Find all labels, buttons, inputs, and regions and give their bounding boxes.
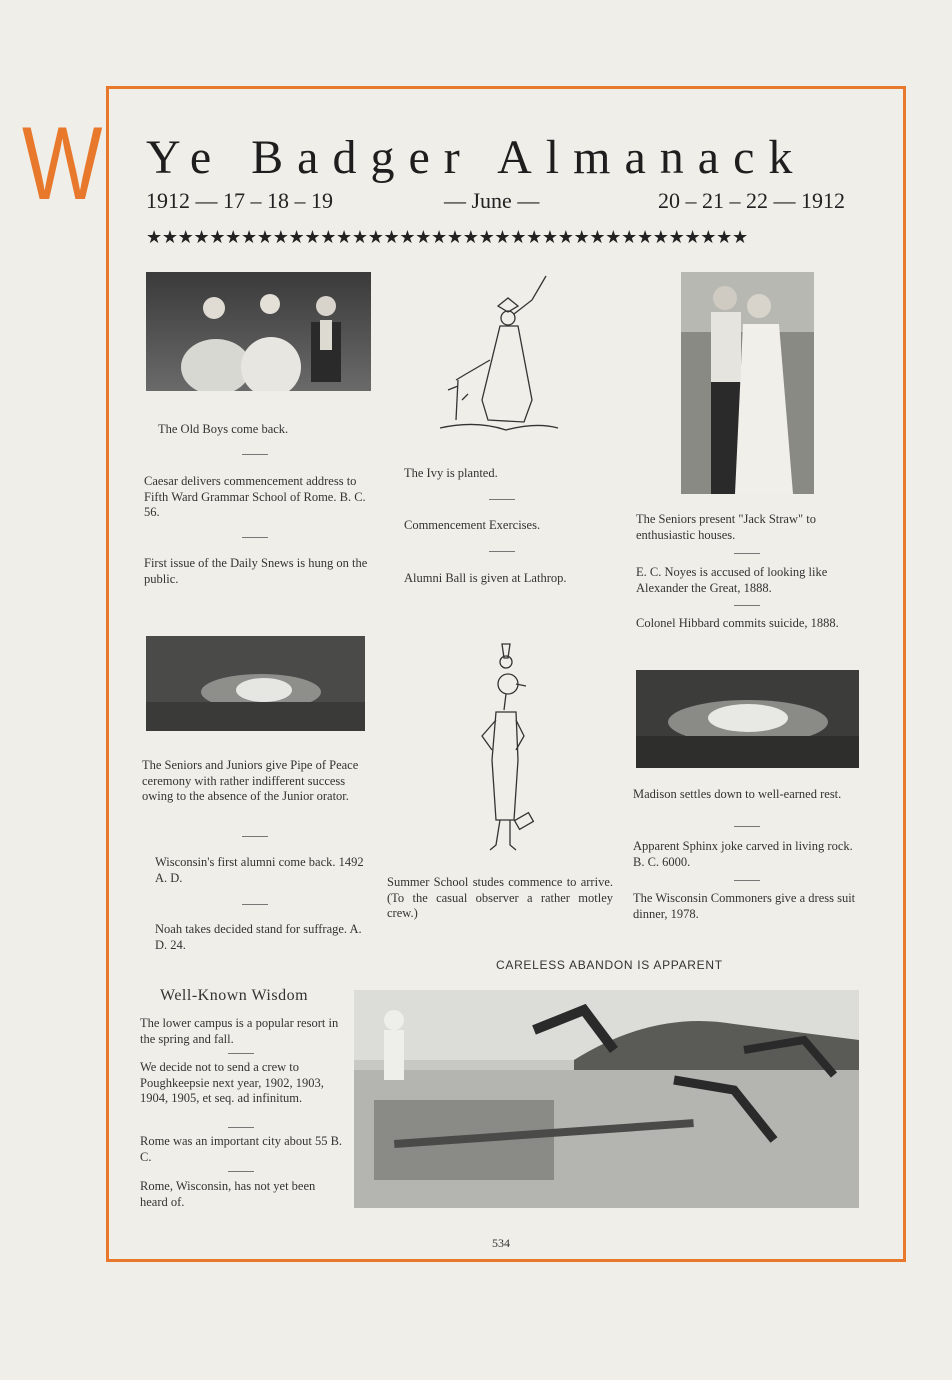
- page-title: Ye Badger Almanack: [146, 131, 807, 184]
- separator: [242, 836, 268, 837]
- separator: [242, 904, 268, 905]
- decorative-initial: W: [22, 106, 103, 222]
- separator: [228, 1171, 254, 1172]
- separator: [489, 551, 515, 552]
- separator: [734, 605, 760, 606]
- separator: [242, 454, 268, 455]
- snews-entry: First issue of the Daily Snews is hung on the public.: [144, 556, 368, 586]
- caesar-entry: Caesar delivers commencement address to Fifth Ward Grammar School of Rome. B. C. 56.: [144, 474, 366, 519]
- well-known-wisdom-heading: Well-Known Wisdom: [160, 987, 309, 1004]
- madison-entry: Madison settles down to well-earned rest.: [633, 787, 842, 801]
- separator: [242, 537, 268, 538]
- sphinx-entry: Apparent Sphinx joke carved in living rock. B. C. 6000.: [633, 839, 853, 869]
- page-number: 534: [492, 1236, 510, 1250]
- madison-photo: [636, 670, 859, 768]
- separator: [228, 1127, 254, 1128]
- pipe-of-peace-photo: [146, 636, 365, 731]
- wisdom-item-3: Rome was an important city about 55 B. C.: [140, 1134, 343, 1164]
- alumni-entry: Wisconsin's first alumni come back. 1492 A. D.: [155, 855, 364, 885]
- noah-entry: Noah takes decided stand for suffrage. A. D. 24.: [155, 922, 362, 952]
- wisdom-item-2: We decide not to send a crew to Poughkeepsie next year, 1902, 1903, 1904, 1905, et seq. ad infinitum.: [140, 1060, 324, 1105]
- alumni-ball-entry: Alumni Ball is given at Lathrop.: [404, 571, 567, 585]
- separator: [228, 1053, 254, 1054]
- pipe-of-peace-entry: The Seniors and Juniors give Pipe of Peace ceremony with rather indifferent success owing to the absence of the Junior orator.: [142, 758, 359, 803]
- separator: [734, 553, 760, 554]
- commoners-entry: The Wisconsin Commoners give a dress suit dinner, 1978.: [633, 891, 856, 921]
- noyes-entry: E. C. Noyes is accused of looking like Alexander the Great, 1888.: [636, 565, 828, 595]
- wisdom-item-4: Rome, Wisconsin, has not yet been heard of.: [140, 1179, 316, 1209]
- ivy-entry: The Ivy is planted.: [404, 466, 498, 480]
- separator: [734, 826, 760, 827]
- old-boys-caption: The Old Boys come back.: [158, 422, 289, 436]
- diving-photo: [354, 990, 859, 1208]
- careless-abandon-caption: CARELESS ABANDON IS APPARENT: [496, 958, 723, 972]
- summer-school-entry: Summer School studes commence to arrive. (To the casual observer a rather motley crew.): [387, 875, 613, 920]
- dates-center: — June —: [444, 188, 540, 213]
- hibbard-entry: Colonel Hibbard commits suicide, 1888.: [636, 616, 839, 630]
- summer-school-sketch: [466, 640, 546, 860]
- graduate-sketch: [436, 270, 562, 450]
- jack-straw-entry: The Seniors present "Jack Straw" to enthusiastic houses.: [636, 512, 816, 542]
- dates-right: 20 – 21 – 22 — 1912: [658, 188, 845, 213]
- old-boys-photo: [146, 272, 371, 391]
- separator: [489, 499, 515, 500]
- seniors-couple-photo: [681, 272, 814, 494]
- wisdom-item-1: The lower campus is a popular resort in the spring and fall.: [140, 1016, 339, 1046]
- star-divider: ★★★★★★★★★★★★★★★★★★★★★★★★★★★★★★★★★★★★★★: [146, 227, 748, 247]
- dates-left: 1912 — 17 – 18 – 19: [146, 188, 333, 213]
- separator: [734, 880, 760, 881]
- commencement-entry: Commencement Exercises.: [404, 518, 541, 532]
